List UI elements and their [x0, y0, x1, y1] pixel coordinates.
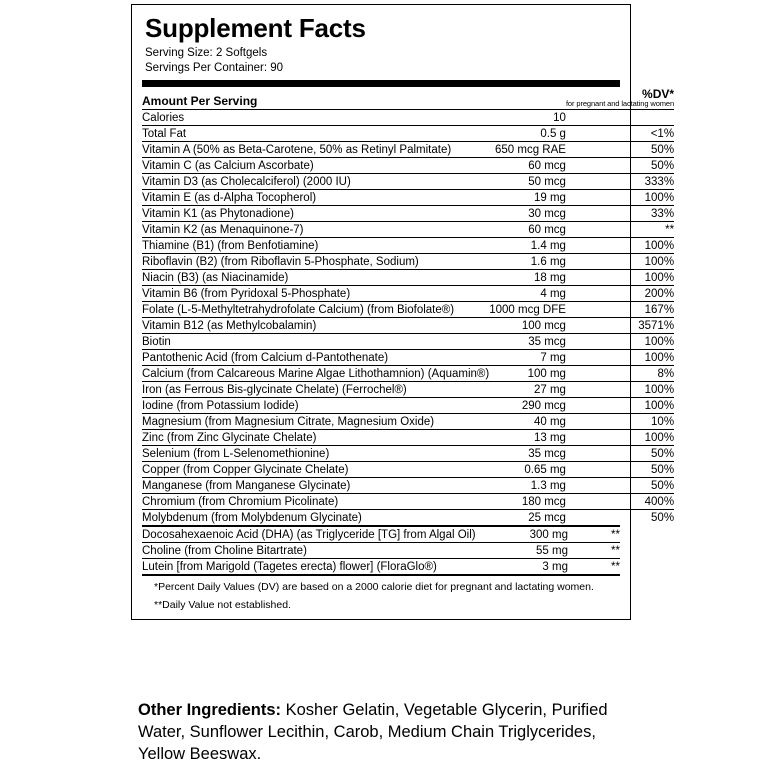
table-row: [142, 302, 674, 318]
nutrient-name: Iodine (from Potassium Iodide): [142, 398, 489, 414]
nutrient-name: Niacin (B3) (as Niacinamide): [142, 270, 489, 286]
nutrient-name: Biotin: [142, 334, 489, 350]
nutrient-dv: 100%: [566, 254, 674, 270]
nutrient-amount: 35 mcg: [489, 446, 566, 462]
nutrient-amount: 50 mcg: [489, 174, 566, 190]
table-row: [142, 510, 674, 526]
servings-per-container: Servings Per Container: 90: [145, 62, 284, 75]
nutrient-dv: **: [568, 543, 620, 559]
nutrient-name: Total Fat: [142, 126, 489, 142]
nutrient-amount: 13 mg: [489, 430, 566, 446]
nutrient-amount: 100 mg: [489, 366, 566, 382]
nutrient-amount: 0.65 mg: [489, 462, 566, 478]
dv-header-sublabel: for pregnant and lactating women: [565, 99, 675, 109]
nutrient-name: Calcium (from Calcareous Marine Algae Lithothamnion) (Aquamin®): [142, 367, 490, 380]
table-row: [142, 142, 674, 158]
nutrient-amount: 1000 mcg DFE: [489, 303, 566, 316]
nutrient-name: Lutein [from Marigold (Tagetes erecta) flower] (FloraGlo®): [142, 560, 437, 573]
nutrient-dv: 50%: [651, 511, 675, 524]
nutrient-amount: 55 mg: [524, 543, 568, 559]
table-row: [142, 559, 620, 575]
nutrient-amount: 60 mcg: [489, 222, 566, 238]
divider-medium-bottom: [142, 574, 620, 576]
nutrient-amount: 19 mg: [489, 190, 566, 206]
nutrient-name: Vitamin C (as Calcium Ascorbate): [142, 158, 489, 174]
nutrient-amount: 18 mg: [489, 270, 566, 286]
amount-per-serving-header: Amount Per Serving: [142, 87, 489, 110]
nutrient-amount: 290 mcg: [489, 398, 566, 414]
nutrient-amount: 30 mcg: [489, 206, 566, 222]
table-row: [142, 254, 674, 270]
nutrient-amount: 4 mg: [489, 286, 566, 302]
nutrient-dv: 400%: [566, 494, 674, 510]
nutrient-dv: 50%: [566, 446, 674, 462]
nutrient-dv: <1%: [566, 126, 674, 142]
nutrient-name: Vitamin B6 (from Pyridoxal 5-Phosphate): [142, 286, 489, 302]
table-row: [142, 414, 674, 430]
nutrient-dv: 50%: [566, 478, 674, 494]
nutrient-amount: 60 mcg: [489, 158, 566, 174]
footnote-daily-values: *Percent Daily Values (DV) are based on a 2000 calorie diet for pregnant and lactating women.: [154, 581, 594, 594]
table-row: [142, 494, 674, 510]
nutrient-dv: 50%: [566, 462, 674, 478]
nutrient-name: Magnesium (from Magnesium Citrate, Magnesium Oxide): [142, 414, 489, 430]
table-row: [142, 286, 674, 302]
nutrient-amount: 100 mcg: [489, 318, 566, 334]
table-row: [142, 350, 674, 366]
table-row: [142, 270, 674, 286]
nutrient-name: Vitamin B12 (as Methylcobalamin): [142, 318, 489, 334]
table-row: [142, 543, 620, 559]
table-row: [142, 126, 674, 142]
other-ingredients-text: Kosher Gelatin, Vegetable Glycerin, Purified Water, Sunflower Lecithin, Carob, Medium Chain Triglycerides, Yellow Beeswax.: [138, 701, 608, 763]
nutrient-dv: 100%: [566, 334, 674, 350]
page-title: Supplement Facts: [145, 13, 366, 43]
nutrient-dv: 167%: [566, 302, 674, 318]
nutrient-dv: 100%: [566, 398, 674, 414]
table-row: [142, 462, 674, 478]
secondary-nutrition-table: [142, 527, 620, 574]
nutrient-dv: 100%: [566, 430, 674, 446]
table-row: [142, 318, 674, 334]
nutrient-amount: 1.3 mg: [489, 478, 566, 494]
nutrient-dv: **: [566, 222, 674, 238]
nutrient-dv: 50%: [566, 158, 674, 174]
nutrient-dv: 50%: [566, 142, 674, 158]
table-row: [142, 110, 674, 126]
nutrient-name: Vitamin K2 (as Menaquinone-7): [142, 222, 489, 238]
nutrient-name: Molybdenum (from Molybdenum Glycinate): [142, 511, 362, 524]
nutrient-name: Folate (L-5-Methyltetrahydrofolate Calcium) (from Biofolate®): [142, 302, 489, 318]
nutrient-dv: 200%: [566, 286, 674, 302]
nutrient-name: Vitamin E (as d-Alpha Tocopherol): [142, 190, 489, 206]
nutrient-amount: 25 mcg: [528, 511, 566, 524]
nutrient-name: Vitamin A (50% as Beta-Carotene, 50% as Retinyl Palmitate): [142, 142, 489, 158]
nutrient-amount: 180 mcg: [489, 494, 566, 510]
nutrient-dv: **: [568, 527, 620, 543]
table-row: [142, 382, 674, 398]
nutrient-name: Chromium (from Chromium Picolinate): [142, 494, 489, 510]
table-row: [142, 430, 674, 446]
table-row: [142, 478, 674, 494]
nutrient-dv: [566, 110, 674, 126]
nutrient-amount: 10: [489, 110, 566, 126]
nutrient-amount: 35 mcg: [489, 334, 566, 350]
table-row: [142, 222, 674, 238]
nutrient-dv: 100%: [566, 238, 674, 254]
nutrient-amount: 7 mg: [489, 350, 566, 366]
nutrient-dv: 333%: [566, 174, 674, 190]
nutrient-amount: 3 mg: [542, 560, 568, 573]
nutrient-dv: 100%: [566, 270, 674, 286]
nutrient-dv: 10%: [566, 414, 674, 430]
nutrient-dv: 100%: [566, 350, 674, 366]
table-row: [142, 366, 674, 382]
dv-header-label: %DV*: [642, 87, 675, 102]
nutrient-name: Selenium (from L-Selenomethionine): [142, 446, 489, 462]
nutrient-name: Choline (from Choline Bitartrate): [142, 543, 524, 559]
nutrient-name: Vitamin K1 (as Phytonadione): [142, 206, 489, 222]
nutrient-name: Zinc (from Zinc Glycinate Chelate): [142, 430, 489, 446]
divider-thick: [142, 80, 620, 87]
dv-header: [566, 87, 674, 110]
nutrient-dv: 8%: [566, 366, 674, 382]
table-row: [142, 238, 674, 254]
table-row: [142, 334, 674, 350]
table-header-row: [142, 87, 674, 110]
table-row: [142, 446, 674, 462]
table-row: [142, 174, 674, 190]
other-ingredients-heading: Other Ingredients:: [138, 701, 282, 719]
nutrient-amount: 0.5 g: [489, 126, 566, 142]
nutrient-amount: 40 mg: [489, 414, 566, 430]
nutrient-amount: 1.4 mg: [489, 238, 566, 254]
nutrient-name: Pantothenic Acid (from Calcium d-Pantothenate): [142, 350, 489, 366]
other-ingredients: [138, 700, 634, 766]
nutrient-amount: 300 mg: [524, 527, 568, 543]
serving-size: Serving Size: 2 Softgels: [145, 47, 268, 60]
nutrient-name: Docosahexaenoic Acid (DHA) (as Triglyceride [TG] from Algal Oil): [142, 527, 524, 543]
table-row: [142, 206, 674, 222]
nutrient-dv: 100%: [566, 382, 674, 398]
nutrient-amount: 650 mcg RAE: [489, 142, 566, 158]
nutrient-dv: **: [611, 560, 620, 573]
nutrient-name: Iron (as Ferrous Bis-glycinate Chelate) (Ferrochel®): [142, 382, 489, 398]
nutrient-name: Vitamin D3 (as Cholecalciferol) (2000 IU): [142, 174, 489, 190]
nutrient-dv: 100%: [566, 190, 674, 206]
amount-column-spacer: [489, 87, 566, 110]
nutrient-name: Manganese (from Manganese Glycinate): [142, 478, 489, 494]
table-row: [142, 527, 620, 543]
nutrient-amount: 27 mg: [489, 382, 566, 398]
nutrient-dv: 33%: [566, 206, 674, 222]
table-row: [142, 398, 674, 414]
nutrient-name: Copper (from Copper Glycinate Chelate): [142, 462, 489, 478]
table-row: [142, 190, 674, 206]
table-row: [142, 158, 674, 174]
nutrient-amount: 1.6 mg: [489, 254, 566, 270]
nutrition-table: [142, 87, 674, 526]
nutrient-name: Thiamine (B1) (from Benfotiamine): [142, 238, 489, 254]
nutrient-dv: 3571%: [566, 318, 674, 334]
footnote-not-established: **Daily Value not established.: [154, 599, 291, 612]
nutrient-name: Riboflavin (B2) (from Riboflavin 5-Phosphate, Sodium): [142, 254, 489, 270]
nutrient-name: Calories: [142, 110, 489, 126]
supplement-facts-panel: [131, 4, 675, 620]
